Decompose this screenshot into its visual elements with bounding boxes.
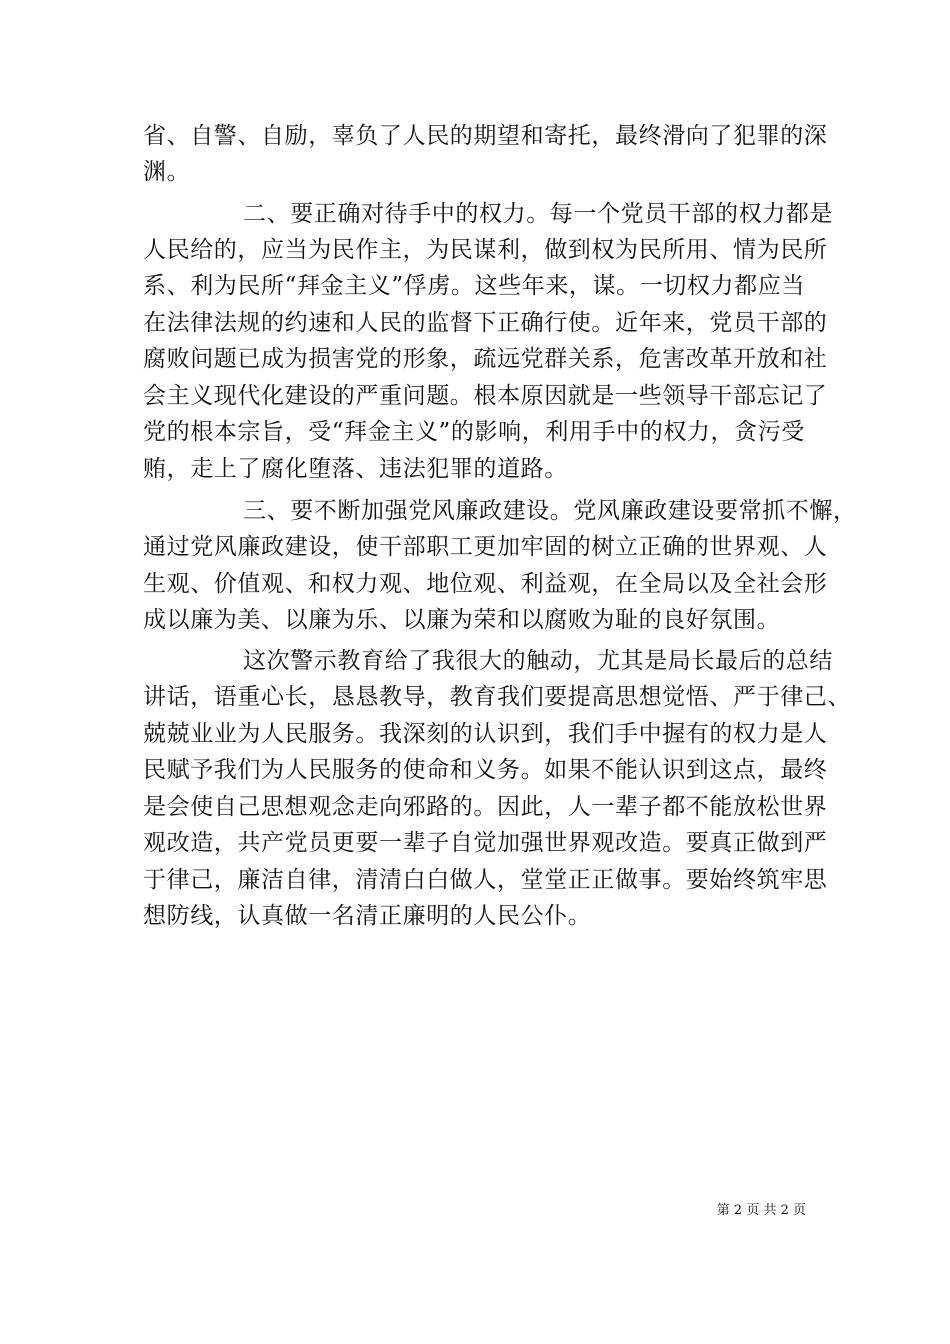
paragraph-first-line: 二、要正确对待手中的权力。每一个党员干部的权力都是 xyxy=(243,201,833,227)
text-line: 讲话，语重心长，恳恳教导，教育我们要提高思想觉悟、严于律己、 xyxy=(143,684,851,710)
text-line: 于律己，廉洁自律，清清白白做人，堂堂正正做事。要始终筑牢思 xyxy=(143,867,828,893)
text-line: 渊。 xyxy=(143,159,191,185)
text-line: 在法律法规的约速和人民的监督下正确行使。近年来，党员干部的 xyxy=(143,310,828,336)
text-line: 通过党风廉政建设，使干部职工更加牢固的树立正确的世界观、人 xyxy=(143,534,828,560)
text-line: 成以廉为美、以廉为乐、以廉为荣和以腐败为耻的良好氛围。 xyxy=(143,607,781,633)
page-number: 第 2 页 共 2 页 xyxy=(716,1203,806,1218)
text-line: 人民给的，应当为民作主，为民谋利，做到权为民所用、情为民所 xyxy=(143,237,828,263)
paragraph-first-line: 三、要不断加强党风廉政建设。党风廉政建设要常抓不懈， xyxy=(243,498,857,524)
text-line: 贿，走上了腐化堕落、违法犯罪的道路。 xyxy=(143,456,568,482)
text-line: 党的根本宗旨，受“拜金主义”的影响，利用手中的权力，贪污受 xyxy=(143,419,805,445)
text-line: 观改造，共产党员更要一辈子自觉加强世界观改造。要真正做到严 xyxy=(143,830,828,856)
text-line: 想防线，认真做一名清正廉明的人民公仆。 xyxy=(143,903,592,929)
text-line: 是会使自己思想观念走向邪路的。因此，人一辈子都不能放松世界 xyxy=(143,794,828,820)
text-line: 省、自警、自励，辜负了人民的期望和寄托，最终滑向了犯罪的深 xyxy=(143,123,828,149)
paragraph-first-line: 这次警示教育给了我很大的触动，尤其是局长最后的总结 xyxy=(243,648,833,674)
text-line: 生观、价值观、和权力观、地位观、利益观，在全局以及全社会形 xyxy=(143,571,828,597)
text-line: 兢兢业业为人民服务。我深刻的认识到，我们手中握有的权力是人 xyxy=(143,721,828,747)
text-line: 民赋予我们为人民服务的使命和义务。如果不能认识到这点，最终 xyxy=(143,757,828,783)
text-line: 腐败问题已成为损害党的形象，疏远党群关系，危害改革开放和社 xyxy=(143,346,828,372)
text-line: 系、利为民所“拜金主义”俘虏。这些年来，谋。一切权力都应当 xyxy=(143,273,805,299)
text-line: 会主义现代化建设的严重问题。根本原因就是一些领导干部忘记了 xyxy=(143,383,828,409)
